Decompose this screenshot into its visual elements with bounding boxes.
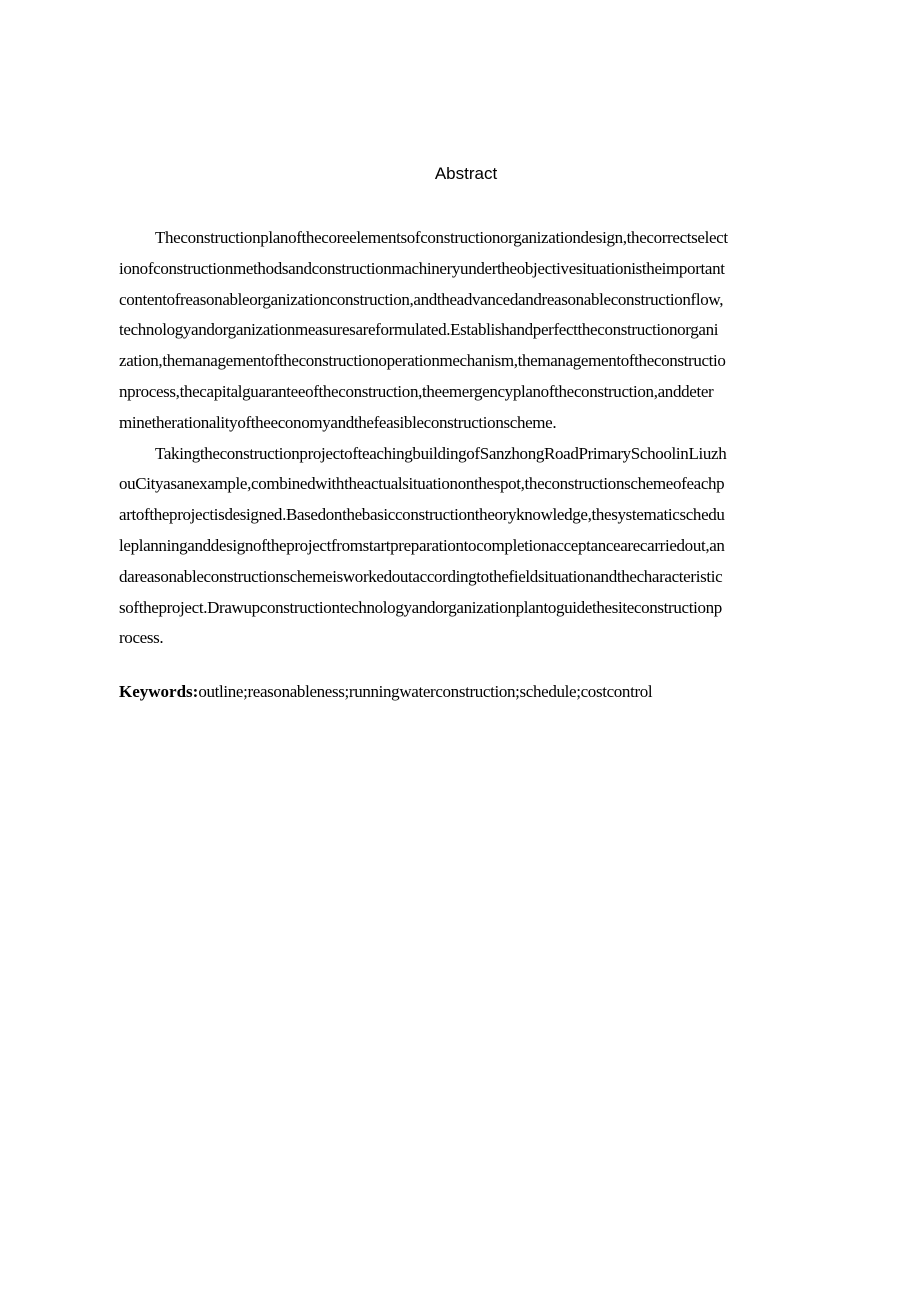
- paragraph-1-line-1: Theconstructionplanofthecoreelementsofconstructionorganizationdesign,thecorrectselect: [155, 228, 728, 247]
- paragraph-1-line-2: ionofconstructionmethodsandconstructionmachineryundertheobjectivesituationistheimportant: [119, 258, 725, 278]
- paragraph-1-line-7: minetherationalityoftheeconomyandthefeasibleconstructionscheme.: [119, 412, 557, 432]
- paragraph-2-line-2: ouCityasanexample,combinedwiththeactualsituationonthespot,theconstructionschemeofeachp: [119, 474, 725, 494]
- paragraph-2-line-4: leplanninganddesignoftheprojectfromstartpreparationtocompletionacceptancearecarriedout,an: [119, 535, 725, 555]
- paragraph-2-line-7: rocess.: [119, 628, 164, 648]
- paragraph-2-line-6: softheproject.Drawupconstructiontechnologyandorganizationplantoguidethesiteconstructionp: [119, 597, 722, 617]
- keywords-line: [119, 678, 819, 706]
- paragraph-2-line-1: TakingtheconstructionprojectofteachingbuildingofSanzhongRoadPrimarySchoolinLiuzh: [155, 443, 727, 463]
- paragraph-1-line-4: technologyandorganizationmeasuresareformulated.Establishandperfecttheconstructionorgani: [119, 320, 719, 340]
- keywords-text: outline;reasonableness;runningwaterconstruction;schedule;costcontrol: [198, 682, 653, 701]
- keywords-label: Keywords:: [119, 682, 199, 701]
- paragraph-1-line-6: nprocess,thecapitalguaranteeoftheconstruction,theemergencyplanoftheconstruction,anddeter: [119, 381, 714, 401]
- paragraph-2-line-3: artoftheprojectisdesigned.Basedonthebasicconstructiontheoryknowledge,thesystematicschedu: [119, 505, 725, 525]
- abstract-title: Abstract: [434, 164, 498, 183]
- paragraph-1-line-3: contentofreasonableorganizationconstruction,andtheadvancedandreasonableconstructionflow,: [119, 289, 724, 309]
- paragraph-1-line-5: zation,themanagementoftheconstructionoperationmechanism,themanagementoftheconstructio: [119, 351, 726, 371]
- paragraph-2-line-5: dareasonableconstructionschemeisworkedoutaccordingtothefieldsituationandthecharacteristic: [119, 566, 723, 586]
- abstract-body: [119, 223, 819, 654]
